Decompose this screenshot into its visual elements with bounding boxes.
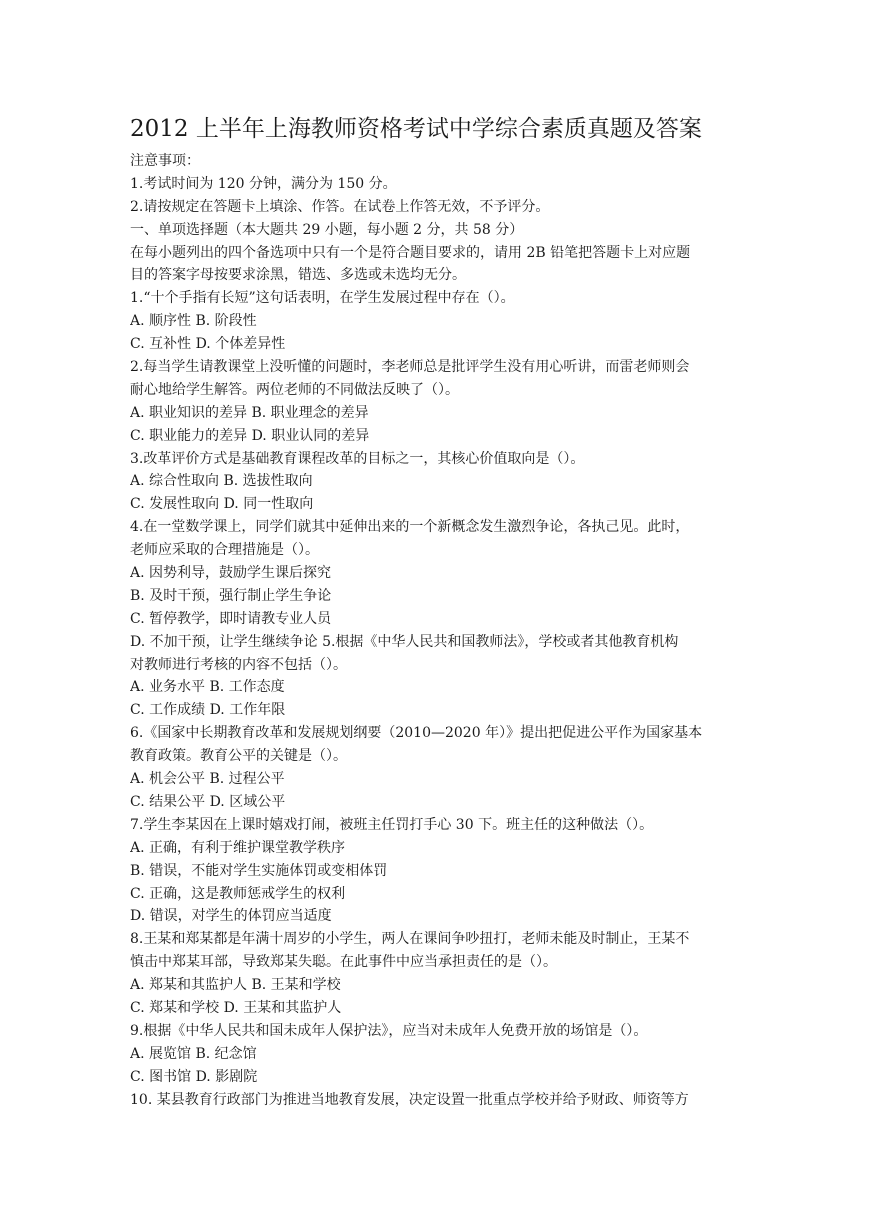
question-text: 耐心地给学生解答。两位老师的不同做法反映了（）。 (130, 381, 459, 398)
document-body (130, 150, 742, 1111)
question-text: 教育政策。教育公平的关键是（）。 (130, 748, 347, 765)
question-text: 3.改革评价方式是基础教育课程改革的目标之一，其核心价值取向是（）。 (130, 450, 585, 467)
notice-heading: 注意事项： (130, 153, 200, 169)
question-text: 2.每当学生请教课堂上没听懂的问题时，李老师总是批评学生没有用心听讲，而雷老师则会 (130, 359, 690, 376)
question-text: 9.根据《中华人民共和国未成年人保护法》，应当对未成年人免费开放的场馆是（）。 (130, 1022, 648, 1039)
answer-options: C. 结果公平 D. 区域公平 (130, 793, 286, 810)
document-title: 2012 上半年上海教师资格考试中学综合素质真题及答案 (130, 116, 702, 142)
question-text: 1.“十个手指有长短”这句话表明，在学生发展过程中存在（）。 (130, 290, 515, 307)
question-text: 10. 某县教育行政部门为推进当地教育发展，决定设置一批重点学校并给予财政、师资等方 (130, 1091, 689, 1108)
answer-option: A. 正确，有利于维护课堂教学秩序 (130, 839, 346, 856)
answer-options: A. 职业知识的差异 B. 职业理念的差异 (130, 404, 369, 421)
answer-options: C. 图书馆 D. 影剧院 (130, 1068, 258, 1085)
answer-option: D. 错误，对学生的体罚应当适度 (130, 908, 332, 925)
answer-options: C. 互补性 D. 个体差异性 (130, 336, 286, 353)
answer-options: A. 机会公平 B. 过程公平 (130, 771, 285, 788)
notice-item: 2.请按规定在答题卡上填涂、作答。在试卷上作答无效，不予评分。 (130, 198, 550, 215)
question-text: 4.在一堂数学课上，同学们就其中延伸出来的一个新概念发生激烈争论，各执己见。此时， (130, 519, 690, 536)
answer-options: C. 发展性取向 D. 同一性取向 (130, 496, 314, 513)
answer-option: C. 暂停教学，即时请教专业人员 (130, 610, 332, 627)
section-instructions: 目的答案字母按要求涂黑，错选、多选或未选均无分。 (130, 267, 466, 284)
section-heading: 一、单项选择题（本大题共 29 小题，每小题 2 分，共 58 分） (130, 221, 524, 238)
question-text: 6.《国家中长期教育改革和发展规划纲要（2010—2020 年）》提出把促进公平作为国家基本 (130, 725, 703, 742)
question-text: 7.学生李某因在上课时嬉戏打闹，被班主任罚打手心 30 下。班主任的这种做法（）。 (130, 816, 654, 833)
answer-options: A. 展览馆 B. 纪念馆 (130, 1045, 257, 1062)
answer-options: C. 职业能力的差异 D. 职业认同的差异 (130, 427, 370, 444)
answer-options: A. 综合性取向 B. 选拔性取向 (130, 473, 313, 490)
answer-options: C. 郑某和学校 D. 王某和其监护人 (130, 999, 342, 1016)
answer-options: A. 顺序性 B. 阶段性 (130, 313, 257, 330)
answer-options: A. 业务水平 B. 工作态度 (130, 679, 285, 696)
answer-option: B. 错误，不能对学生实施体罚或变相体罚 (130, 862, 388, 879)
answer-option: B. 及时干预，强行制止学生争论 (130, 587, 332, 604)
question-text: 8.王某和郑某都是年满十周岁的小学生，两人在课间争吵扭打，老师未能及时制止，王某不 (130, 931, 690, 948)
question-text: 对教师进行考核的内容不包括（）。 (130, 656, 347, 673)
answer-option: A. 因势利导，鼓励学生课后探究 (130, 565, 332, 582)
question-text: 老师应采取的合理措施是（）。 (130, 542, 319, 559)
answer-option: D. 不加干预，让学生继续争论 5.根据《中华人民共和国教师法》，学校或者其他教育机构 (130, 633, 679, 650)
notice-item: 1.考试时间为 120 分钟，满分为 150 分。 (130, 175, 397, 192)
section-instructions: 在每小题列出的四个备选项中只有一个是符合题目要求的，请用 2B 铅笔把答题卡上对应题 (130, 244, 691, 261)
answer-options: A. 郑某和其监护人 B. 王某和学校 (130, 977, 341, 994)
answer-options: C. 工作成绩 D. 工作年限 (130, 702, 286, 719)
question-text: 慎击中郑某耳部，导致郑某失聪。在此事件中应当承担责任的是（）。 (130, 954, 557, 971)
answer-option: C. 正确，这是教师惩戒学生的权利 (130, 885, 346, 902)
